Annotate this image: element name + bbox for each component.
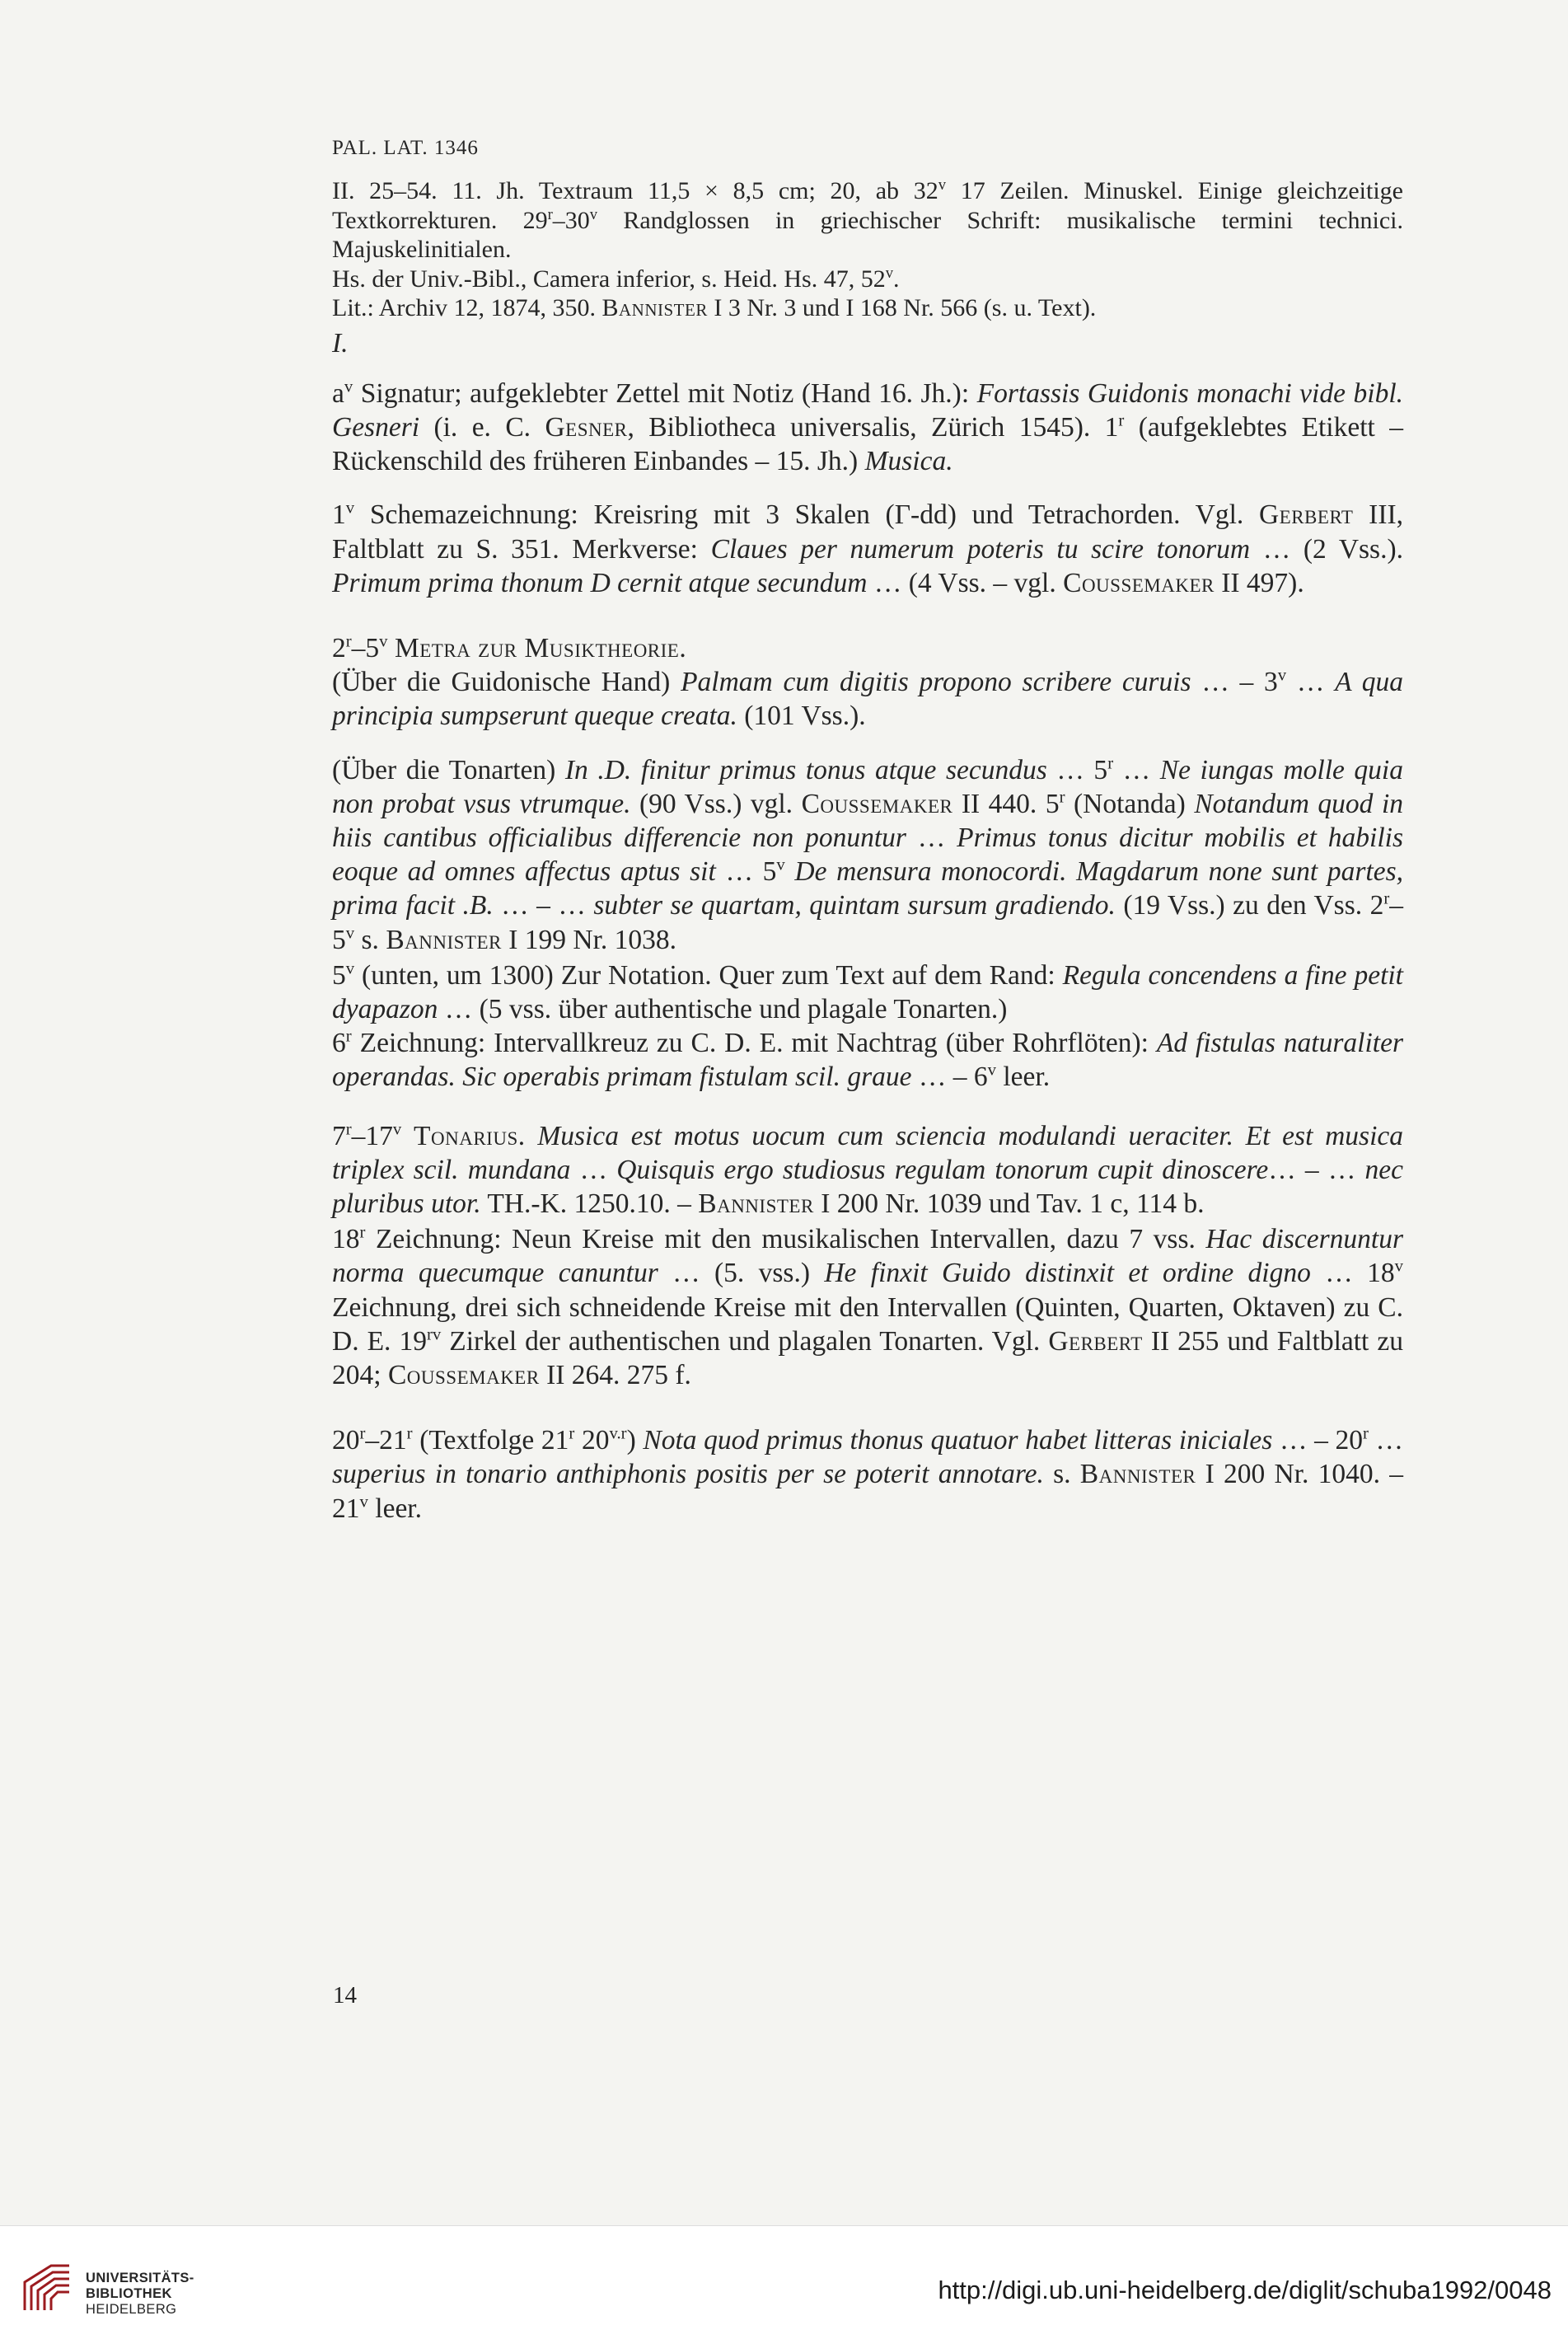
- library-name: UNIVERSITÄTS- BIBLIOTHEK HEIDELBERG: [86, 2271, 194, 2317]
- logo-stroke-4: [44, 2285, 69, 2310]
- literature-reference: Lit.: Archiv 12, 1874, 350. Bannister I 3 Nr. 3 und I 168 Nr. 566 (s. u. Text).: [332, 294, 1097, 321]
- paragraph-signature: $a^v$ Signatur; aufgeklebter Zettel mit Notiz (Hand 16. Jh.): Fortassis Guidonis monachi vide bibl. Gesneri (i. e. C. Gesner, Bibliotheca universalis, Zürich 1545). 1$^r$ (aufgeklebtes Etikett – Rückenschild des früheren Einbandes – 15. Jh.) Musica.: [332, 377, 1403, 477]
- paragraph-guidonian-hand: (Über die Guidonische Hand) Palmam cum digitis propono scribere curuis … – 3$^v$ … A qua principia sumpserunt queque creata. (101 Vss.).: [332, 665, 1404, 732]
- permalink-url[interactable]: http://digi.ub.uni-heidelberg.de/diglit/schuba1992/0048: [938, 2276, 1552, 2304]
- paragraph-tonarius: 7$^r$–17$^v$ Tonarius. Musica est motus uocum cum sciencia modulandi ueraciter. Et est musica triplex scil. mundana … Quisquis ergo studiosus regulam tonorum cupit dinoscere… – … nec pluribus utor. TH.-K. 1250.10. – Bannister I 200 Nr. 1039 und Tav. 1 c, 114 b.: [332, 1119, 1404, 1219]
- catalogue-entry: [332, 176, 1403, 1526]
- physical-description: II. 25–54. 11. Jh. Textraum 11,5 × 8,5 cm; 20, ab 32$^v$ 17 Zeilen. Minuskel. Einige gleichzeitige Textkorrekturen. 29$^r$–30$^v$ Randglossen in griechischer Schrift: musikalische termini technici. Majuskelinitialen.: [332, 176, 1403, 263]
- viewer-footer: [0, 2225, 1568, 2325]
- page-number: 14: [333, 1982, 357, 2009]
- paragraph-intervallkreuz: 6$^r$ Zeichnung: Intervallkreuz zu C. D. E. mit Nachtrag (über Rohrflöten): Ad fistulas naturaliter operandas. Sic operabis primam fistulam scil. graue … – 6$^v$ leer.: [332, 1026, 1403, 1093]
- logo-stroke-5: [51, 2292, 69, 2310]
- shelfmark-note: Hs. der Univ.-Bibl., Camera inferior, s. Heid. Hs. 47, 52$^v$.: [332, 264, 900, 293]
- paragraph-neun-kreise: 18$^r$ Zeichnung: Neun Kreise mit den musikalischen Intervallen, dazu 7 vss. Hac discernuntur norma quecumque canuntur … (5. vss.) He finxit Guido distinxit et ordine digno … 18$^v$ Zeichnung, drei sich schneidende Kreise mit den Intervallen (Quinten, Quarten, Oktaven) zu C. D. E. $19^{rv}$ Zirkel der authentischen und plagalen Tonarten. Vgl. Gerbert II 255 und Faltblatt zu 204; Coussemaker II 264. 275 f.: [332, 1222, 1404, 1390]
- codex-description: [332, 176, 1403, 323]
- paragraph-schema: 1$^v$ Schemazeichnung: Kreisring mit 3 Skalen (Γ-dd) und Tetrachorden. Vgl. Gerbert III, Faltblatt zu S. 351. Merkverse: Claues per numerum poteris tu scire tonorum … (2 Vss.). Primum prima thonum D cernit atque secundum … (4 Vss. – vgl. Coussemaker II 497).: [332, 498, 1404, 598]
- paragraph-notation: 5$^v$ (unten, um 1300) Zur Notation. Quer zum Text auf dem Rand: Regula concendens a fine petit dyapazon … (5 vss. über authentische und plagale Tonarten.): [332, 959, 1403, 1024]
- logo-strokes: [25, 2266, 69, 2310]
- running-header: PAL. LAT. 1346: [332, 137, 479, 159]
- section-mark: I.: [332, 327, 349, 359]
- library-logo-icon: [18, 2264, 76, 2312]
- paragraph-textfolge: 20$^r$–21$^r$ (Textfolge 21$^r$ $20^{v.r}$) Nota quod primus thonus quatuor habet litteras iniciales … – 20$^r$ … superius in tonario anthiphonis positis per se poterit annotare. s. Bannister I 200 Nr. 1040. – 21$^v$ leer.: [332, 1423, 1404, 1524]
- paragraph-metra-heading: 2$^r$–5$^v$ Metra zur Musiktheorie.: [332, 631, 687, 663]
- paragraph-tonarten: (Über die Tonarten) In .D. finitur primus tonus atque secundus … 5$^r$ … Ne iungas molle quia non probat vsus vtrumque. (90 Vss.) vgl. Coussemaker II 440. 5$^r$ (Notanda) Notandum quod in hiis cantibus officialibus differencie non ponuntur … Primus tonus dicitur mobilis et habilis eoque ad omnes affectus aptus sit … 5$^v$ De mensura monocordi. Magdarum none sunt partes, prima facit .B. … – … subter se quartam, quintam sursum gradiendo. (19 Vss.) zu den Vss. 2$^r$–5$^v$ s. Bannister I 199 Nr. 1038.: [332, 753, 1404, 955]
